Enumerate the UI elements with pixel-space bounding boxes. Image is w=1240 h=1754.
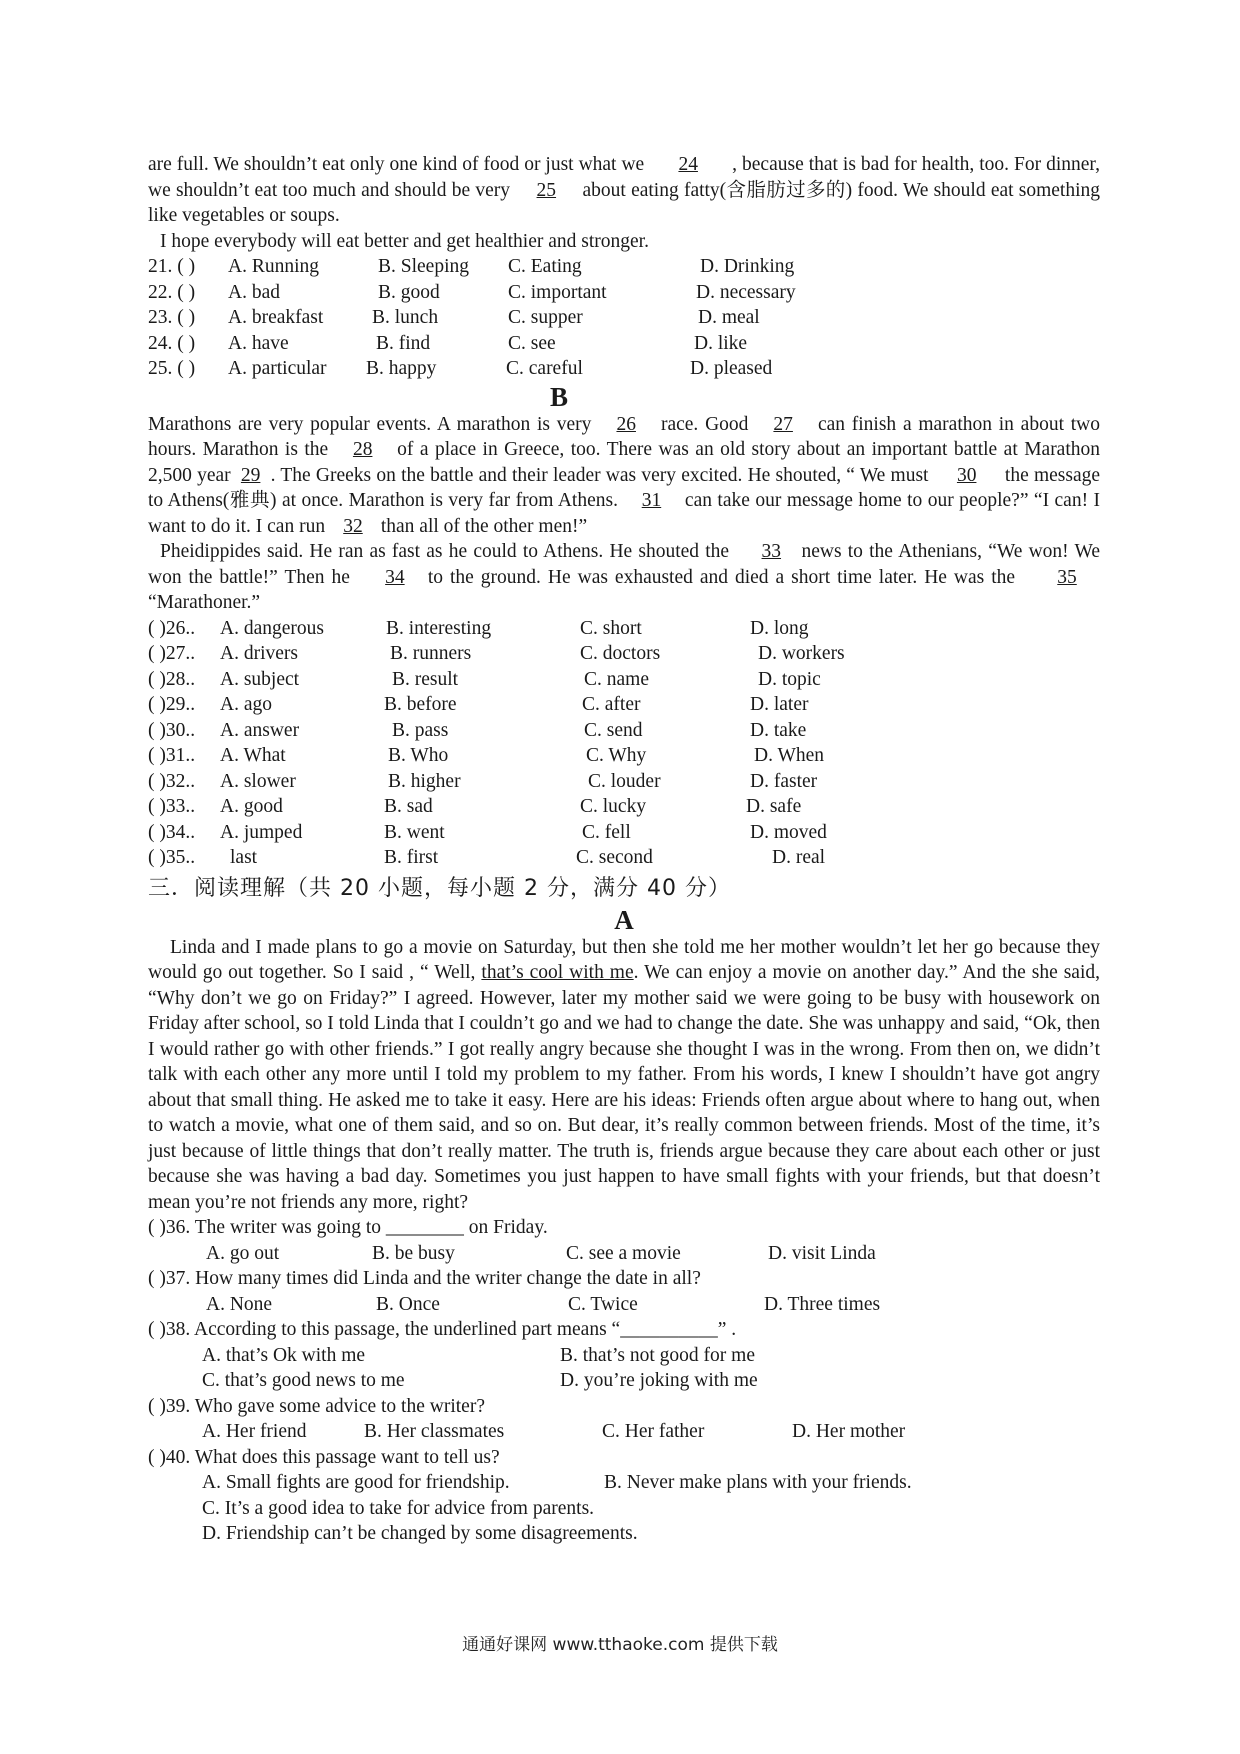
option-d: D. Three times — [764, 1293, 881, 1315]
option-a: A. bad — [228, 281, 280, 303]
option-d: D. topic — [758, 668, 821, 690]
option-b: B. lunch — [372, 307, 439, 328]
question-number: 24. ( ) — [148, 332, 196, 354]
option-b: B. went — [384, 821, 445, 843]
question-39 — [148, 1394, 1100, 1420]
option-c: C. see — [508, 332, 556, 354]
question-37-options — [148, 1292, 1100, 1318]
text: Marathons are very popular events. A marathon is very — [148, 413, 592, 435]
option-d: D. workers — [758, 643, 845, 664]
text: “Marathoner.” — [148, 592, 261, 613]
option-row-24 — [148, 331, 1100, 357]
option-c: C. name — [584, 668, 649, 690]
text: . We can enjoy a movie on another day.” And the she said, “Why don’t we go on Friday?” I agreed. However, later my mother said we were going to be busy with housework on Friday after school, so I told Linda that I couldn’t go and we had to change the date. She was unhappy and said, “Ok, then I would rather go with other friends.” I got really angry because she thought I was in the wrong. From then on, we didn’t talk with each other any more until I told my problem to my father. From his words, I knew I shouldn’t have got angry about that small thing. He asked me to take it easy. Here are his ideas: Friends often argue about where to hang out, when to watch a movie, what one of them said, and so on. But dear, it’s really common between friends. Most of the time, it’s just because of little things that don’t really matter. The truth is, friends argue because they care about each other or just because she was having a bad day. Sometimes you just happen to have small fights with your friends, but that doesn’t mean you’re not friends any more, right? — [148, 962, 1101, 1213]
option-row-30 — [148, 718, 1100, 744]
option-d: D. long — [750, 617, 809, 639]
question-number: ( )33.. — [148, 796, 196, 817]
question-39-options — [148, 1419, 1100, 1445]
option-c: C. that’s good news to me — [202, 1370, 405, 1391]
question-40-options-3 — [148, 1521, 1100, 1547]
option-d: D. like — [694, 332, 748, 354]
blank-32: 32 — [343, 515, 363, 537]
option-row-21 — [148, 254, 1100, 280]
option-d: D. take — [750, 719, 807, 741]
option-a: A. have — [228, 332, 289, 354]
question-36-options — [148, 1241, 1100, 1267]
question-text: ( )37. How many times did Linda and the writer change the date in all? — [148, 1268, 701, 1289]
blank-30: 30 — [956, 464, 977, 486]
option-c: C. careful — [506, 358, 583, 379]
option-c: C. after — [582, 694, 641, 715]
question-38 — [148, 1317, 1100, 1343]
question-number: ( )35.. — [148, 847, 196, 868]
text: Pheidippides said. He ran as fast as he could to Athens. He shouted the — [160, 541, 730, 562]
option-a: A. Running — [228, 256, 320, 277]
text: can finish a marathon in about two hours. Marathon is the — [148, 413, 1101, 460]
option-b: B. result — [392, 668, 459, 690]
option-b: B. find — [376, 332, 431, 354]
question-text: ( )36. The writer was going to ________ on Friday. — [148, 1217, 548, 1238]
option-a: A. drivers — [220, 643, 298, 664]
option-a: A. go out — [206, 1242, 280, 1264]
blank-34: 34 — [385, 566, 405, 588]
question-number: ( )29.. — [148, 694, 196, 715]
question-number: ( )32.. — [148, 770, 196, 792]
option-c: C. send — [584, 719, 643, 741]
option-d: D. meal — [698, 307, 760, 328]
option-a: A. What — [220, 745, 286, 766]
option-row-25 — [148, 356, 1100, 382]
underlined-phrase: that’s cool with me — [481, 962, 634, 983]
option-row-28 — [148, 667, 1100, 693]
text: the message to Athens(雅典) at once. Marathon is very far from Athens. — [148, 464, 1101, 511]
text: to the ground. He was exhausted and died a short time later. He was the — [427, 566, 1016, 588]
option-d: D. Her mother — [792, 1421, 906, 1442]
option-b: B. higher — [388, 770, 461, 792]
text: about eating fatty(含脂肪过多的) food. We should eat something like vegetables or soups. — [148, 179, 1101, 226]
option-a: last — [230, 847, 258, 868]
option-row-22 — [148, 280, 1100, 306]
option-b: B. that’s not good for me — [560, 1344, 755, 1366]
blank-27: 27 — [773, 413, 793, 435]
option-a: A. good — [220, 796, 283, 817]
blank-33: 33 — [761, 541, 782, 562]
option-a: A. answer — [220, 719, 300, 741]
question-38-options-2 — [148, 1368, 1100, 1394]
option-a: A. that’s Ok with me — [202, 1344, 366, 1366]
question-number: ( )34.. — [148, 821, 196, 843]
option-row-26 — [148, 616, 1100, 642]
option-a: A. Small fights are good for friendship. — [202, 1472, 510, 1493]
question-number: 21. ( ) — [148, 256, 196, 277]
option-d: D. pleased — [690, 358, 773, 379]
question-40 — [148, 1445, 1100, 1471]
reading-passage-title: A — [614, 904, 634, 935]
passage-a-paragraph — [148, 152, 1100, 229]
option-d: D. moved — [750, 821, 827, 843]
section-heading: 三．阅读理解（共 20 小题，每小题 2 分，满分 40 分） — [148, 875, 731, 901]
option-row-23 — [148, 305, 1100, 331]
question-37 — [148, 1266, 1100, 1292]
text: news to the Athenians, “We won! We won the battle!” Then he — [148, 541, 1100, 588]
option-d: D. later — [750, 694, 809, 715]
option-b: B. good — [378, 281, 440, 303]
option-a: A. breakfast — [228, 307, 324, 328]
option-a: A. jumped — [220, 821, 303, 843]
blank-35: 35 — [1057, 566, 1077, 588]
option-c: C. doctors — [580, 643, 661, 664]
option-b: B. first — [384, 847, 439, 868]
option-c: C. important — [508, 281, 607, 303]
question-number: ( )31.. — [148, 745, 196, 766]
question-number: ( )28.. — [148, 668, 196, 690]
option-d: D. faster — [750, 770, 818, 792]
option-a: A. slower — [220, 770, 296, 792]
blank-25: 25 — [536, 179, 557, 201]
option-a: A. None — [206, 1293, 273, 1315]
blank-26: 26 — [616, 413, 636, 435]
option-b: B. before — [384, 694, 457, 715]
question-text: ( )38. According to this passage, the underlined part means “__________” . — [148, 1319, 737, 1340]
question-number: 23. ( ) — [148, 307, 196, 328]
text: are full. We shouldn’t eat only one kind of food or just what we — [148, 154, 645, 175]
option-c: C. second — [576, 847, 653, 868]
option-b: B. sad — [384, 796, 433, 817]
passage-a-closing: I hope everybody will eat better and get healthier and stronger. — [160, 230, 649, 252]
question-number: ( )30.. — [148, 719, 196, 741]
blank-31: 31 — [641, 490, 662, 511]
question-38-options-1 — [148, 1343, 1100, 1369]
option-row-27 — [148, 641, 1100, 667]
option-b: B. be busy — [372, 1242, 455, 1264]
option-c: C. Eating — [508, 256, 582, 277]
option-b: B. Who — [388, 745, 449, 766]
option-b: B. pass — [392, 719, 449, 741]
text: , because that is bad for health, too. For dinner, we shouldn’t eat too much and should be very — [148, 154, 1101, 201]
option-a: A. subject — [220, 668, 300, 690]
option-d: D. you’re joking with me — [560, 1370, 758, 1391]
question-40-options-2 — [148, 1496, 1100, 1522]
option-b: B. Once — [376, 1293, 440, 1315]
option-b: B. Sleeping — [378, 256, 469, 277]
option-b: B. happy — [366, 358, 437, 379]
option-c: C. short — [580, 617, 642, 639]
text: of a place in Greece, too. There was an old story about an important battle at Marathon 2,500 year — [148, 439, 1101, 486]
option-d: D. Drinking — [700, 256, 795, 277]
cloze-a-options — [148, 254, 1100, 382]
option-b: B. runners — [390, 643, 472, 664]
section-b-title: B — [549, 381, 568, 412]
option-b: B. Never make plans with your friends. — [604, 1472, 912, 1493]
option-d: D. necessary — [696, 281, 796, 303]
option-row-31 — [148, 743, 1100, 769]
blank-29: 29 — [240, 464, 261, 486]
option-c: C. see a movie — [566, 1242, 681, 1264]
question-number: ( )26.. — [148, 617, 196, 639]
text: Linda and I made plans to go a movie on Saturday, but then she told me her mother wouldn’t let her go because they would go out together. So I said , “ Well, — [148, 936, 1100, 983]
section-b-paragraph-1 — [148, 412, 1100, 540]
question-text: ( )39. Who gave some advice to the writer? — [148, 1395, 485, 1417]
option-a: A. Her friend — [202, 1421, 307, 1442]
option-d: D. visit Linda — [768, 1242, 876, 1264]
option-c: C. Why — [586, 745, 647, 766]
option-c: C. fell — [582, 821, 631, 843]
blank-28: 28 — [352, 439, 373, 460]
option-d: D. When — [754, 745, 825, 766]
question-36 — [148, 1215, 1100, 1241]
blank-24: 24 — [678, 154, 698, 175]
option-row-32 — [148, 769, 1100, 795]
option-d: D. real — [772, 847, 826, 868]
option-a: A. dangerous — [220, 617, 324, 639]
question-number: 22. ( ) — [148, 281, 196, 303]
option-a: A. ago — [220, 694, 272, 715]
option-row-34 — [148, 820, 1100, 846]
question-number: 25. ( ) — [148, 358, 196, 379]
option-c: C. Her father — [602, 1421, 705, 1442]
option-row-33 — [148, 794, 1100, 820]
option-a: A. particular — [228, 358, 327, 379]
option-c: C. louder — [588, 770, 661, 792]
exam-page — [148, 152, 1100, 1547]
option-c: C. supper — [508, 307, 583, 328]
questions — [148, 1215, 1100, 1547]
text: race. Good — [660, 413, 749, 435]
cloze-b-options — [148, 616, 1100, 871]
question-number: ( )27.. — [148, 643, 196, 664]
page-footer: 通通好课网 www.tthaoke.com 提供下载 — [462, 1635, 778, 1655]
option-d: D. Friendship can’t be changed by some disagreements. — [202, 1523, 638, 1544]
question-40-options-1 — [148, 1470, 1100, 1496]
text: . The Greeks on the battle and their leader was very excited. He shouted, “ We must — [270, 464, 929, 486]
text: than all of the other men!” — [380, 515, 588, 537]
section-b-paragraph-2 — [148, 539, 1100, 616]
question-text: ( )40. What does this passage want to tell us? — [148, 1446, 500, 1468]
text: can take our message home to our people?” “I can! I want to do it. I can run — [148, 490, 1101, 537]
option-c: C. Twice — [568, 1293, 638, 1315]
option-row-35 — [148, 845, 1100, 871]
option-c: C. lucky — [580, 796, 647, 817]
option-d: D. safe — [746, 796, 802, 817]
option-row-29 — [148, 692, 1100, 718]
option-c: C. It’s a good idea to take for advice from parents. — [202, 1497, 595, 1519]
reading-passage — [148, 935, 1100, 1216]
option-b: B. interesting — [386, 617, 492, 639]
option-b: B. Her classmates — [364, 1421, 505, 1442]
